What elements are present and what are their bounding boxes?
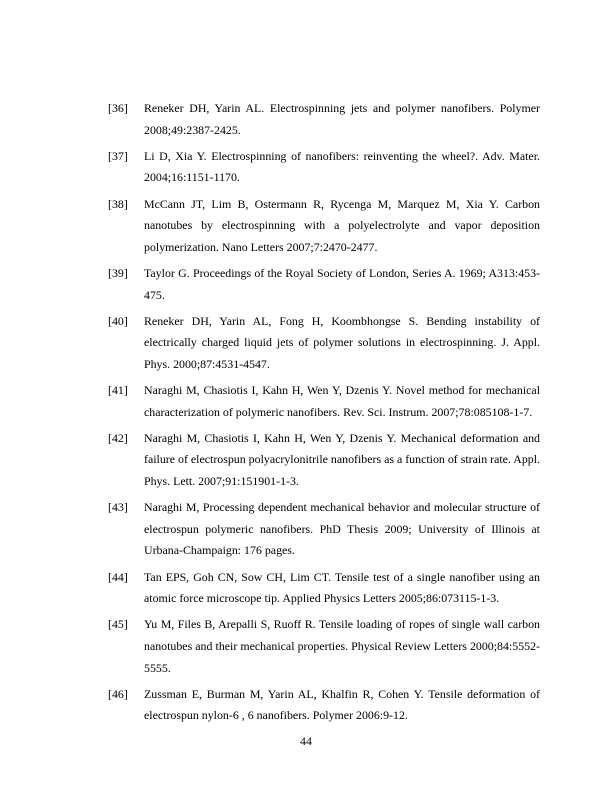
- reference-item: [108, 263, 540, 306]
- reference-number: [44]: [108, 569, 128, 584]
- reference-item: [108, 614, 540, 679]
- reference-item: [108, 684, 540, 727]
- reference-text: Reneker DH, Yarin AL. Electrospinning jets and polymer nanofibers. Polymer 2008;49:2387-2425.: [144, 101, 540, 137]
- reference-item: [108, 194, 540, 259]
- reference-number: [40]: [108, 313, 128, 328]
- page-number: 44: [300, 734, 312, 748]
- reference-number: [45]: [108, 617, 128, 632]
- reference-text: Yu M, Files B, Arepalli S, Ruoff R. Tensile loading of ropes of single wall carbon nanotubes and their mechanical properties. Physical Review Letters 2000;84:5552-5555.: [144, 617, 540, 675]
- reference-number: [43]: [108, 500, 128, 515]
- reference-number: [42]: [108, 430, 128, 445]
- reference-text: Zussman E, Burman M, Yarin AL, Khalfin R, Cohen Y. Tensile deformation of electrospun nylon-6 , 6 nanofibers. Polymer 2006:9-12.: [144, 686, 540, 723]
- reference-item: [108, 567, 540, 610]
- reference-item: [108, 98, 540, 141]
- reference-text: Reneker DH, Yarin AL, Fong H, Koombhongse S. Bending instability of electrically charged liquid jets of polymer solutions in electrospinning. J. Appl. Phys. 2000;87:4531-4547.: [144, 313, 540, 371]
- reference-number: [38]: [108, 196, 128, 211]
- reference-text: Naraghi M, Processing dependent mechanical behavior and molecular structure of electrospun polymeric nanofibers. PhD Thesis 2009; University of Illinois at Urbana-Champaign: 176 pages.: [144, 500, 540, 558]
- reference-text: Li D, Xia Y. Electrospinning of nanofibers: reinventing the wheel?. Adv. Mater. 2004;16:1151-1170.: [144, 148, 540, 185]
- reference-text: McCann JT, Lim B, Ostermann R, Rycenga M, Marquez M, Xia Y. Carbon nanotubes by electrospinning with a polyelectrolyte and vapor deposition polymerization. Nano Letters 2007;7:2470-2477.: [144, 196, 540, 254]
- reference-item: [108, 311, 540, 376]
- reference-text: Taylor G. Proceedings of the Royal Society of London, Series A. 1969; A313:453-475.: [144, 265, 540, 302]
- reference-number: [41]: [108, 383, 128, 398]
- reference-number: [36]: [108, 101, 128, 115]
- reference-text: Tan EPS, Goh CN, Sow CH, Lim CT. Tensile test of a single nanofiber using an atomic force microscope tip. Applied Physics Letters 2005;86:073115-1-3.: [144, 569, 540, 606]
- reference-item: [108, 380, 540, 423]
- reference-item: [108, 428, 540, 493]
- reference-text: Naraghi M, Chasiotis I, Kahn H, Wen Y, Dzenis Y. Novel method for mechanical characterization of polymeric nanofibers. Rev. Sci. Instrum. 2007;78:085108-1-7.: [144, 383, 540, 419]
- reference-list: [108, 98, 540, 727]
- reference-item: [108, 497, 540, 562]
- reference-text: Naraghi M, Chasiotis I, Kahn H, Wen Y, Dzenis Y. Mechanical deformation and failure of electrospun polyacrylonitrile nanofibers as a function of strain rate. Appl. Phys. Lett. 2007;91:151901-1-3.: [144, 430, 540, 489]
- reference-number: [46]: [108, 686, 128, 701]
- reference-item: [108, 146, 540, 189]
- reference-number: [39]: [108, 265, 128, 280]
- reference-number: [37]: [108, 148, 128, 163]
